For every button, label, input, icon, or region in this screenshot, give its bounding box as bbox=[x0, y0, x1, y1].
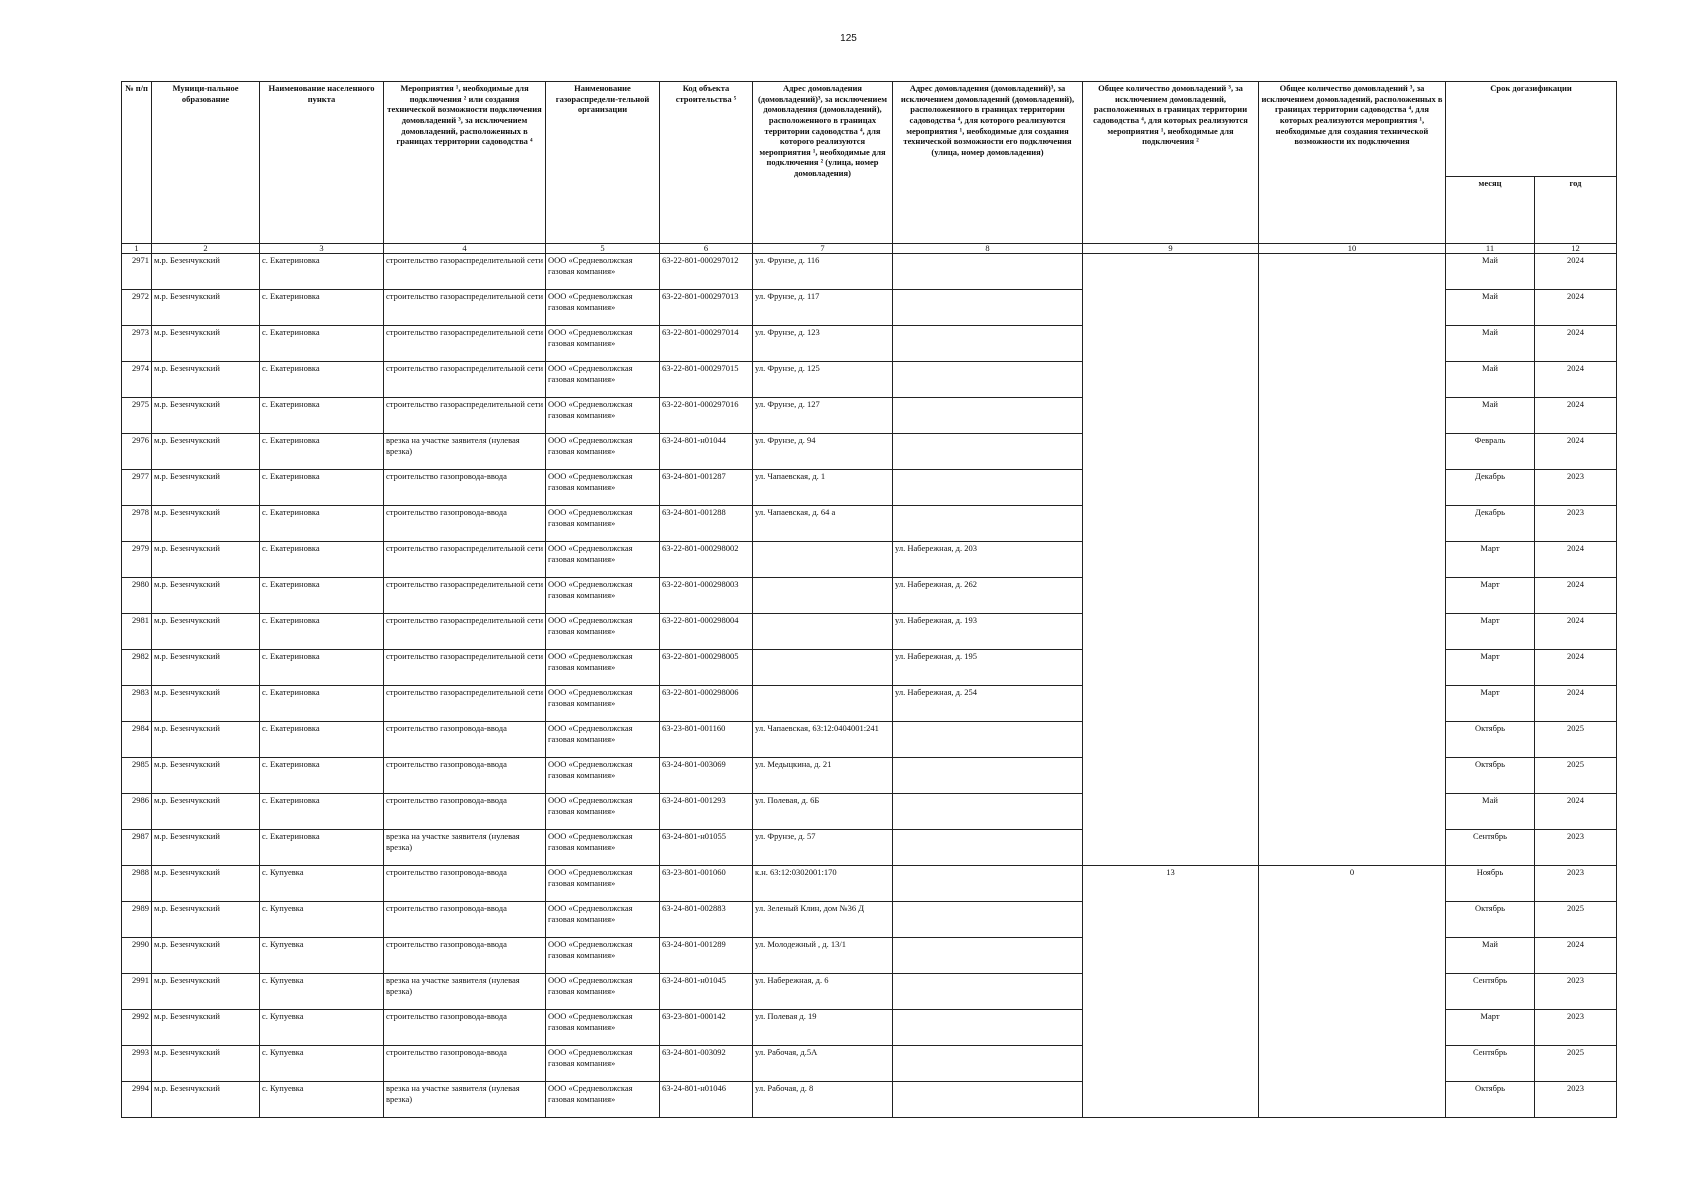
object-code-cell: 63-23-801-001160 bbox=[660, 722, 753, 758]
gas-org-cell: ООО «Средневолжская газовая компания» bbox=[546, 614, 660, 650]
object-code-cell: 63-22-801-000297016 bbox=[660, 398, 753, 434]
row-number: 2987 bbox=[122, 830, 152, 866]
measure-cell: строительство газопровода-ввода bbox=[384, 902, 546, 938]
settlement-cell: с. Екатериновка bbox=[260, 722, 384, 758]
year-cell: 2023 bbox=[1535, 1082, 1617, 1118]
year-cell: 2024 bbox=[1535, 614, 1617, 650]
municipality-cell: м.р. Безенчукский bbox=[152, 578, 260, 614]
gas-org-cell: ООО «Средневолжская газовая компания» bbox=[546, 866, 660, 902]
gas-org-cell: ООО «Средневолжская газовая компания» bbox=[546, 506, 660, 542]
column-number: 8 bbox=[893, 244, 1083, 254]
month-cell: Май bbox=[1446, 254, 1535, 290]
row-number: 2980 bbox=[122, 578, 152, 614]
address-tech-cell bbox=[893, 506, 1083, 542]
municipality-cell: м.р. Безенчукский bbox=[152, 938, 260, 974]
municipality-cell: м.р. Безенчукский bbox=[152, 434, 260, 470]
address-connection-cell: ул. Чапаевская, д. 1 bbox=[753, 470, 893, 506]
header-measures: Мероприятия ¹, необходимые для подключения ² или создания технической возможности подключения домовладений ³, за исключением домовладений, расположенных в границах территории садоводства ⁴ bbox=[384, 82, 546, 244]
address-connection-cell: ул. Полевая д. 19 bbox=[753, 1010, 893, 1046]
year-cell: 2024 bbox=[1535, 650, 1617, 686]
month-cell: Сентябрь bbox=[1446, 830, 1535, 866]
address-connection-cell bbox=[753, 542, 893, 578]
row-number: 2984 bbox=[122, 722, 152, 758]
municipality-cell: м.р. Безенчукский bbox=[152, 686, 260, 722]
year-cell: 2024 bbox=[1535, 542, 1617, 578]
gas-org-cell: ООО «Средневолжская газовая компания» bbox=[546, 1010, 660, 1046]
count-connection-cell bbox=[1083, 254, 1259, 866]
object-code-cell: 63-24-801-001287 bbox=[660, 470, 753, 506]
settlement-cell: с. Екатериновка bbox=[260, 470, 384, 506]
gas-org-cell: ООО «Средневолжская газовая компания» bbox=[546, 434, 660, 470]
measure-cell: врезка на участке заявителя (нулевая врезка) bbox=[384, 830, 546, 866]
address-tech-cell: ул. Набережная, д. 262 bbox=[893, 578, 1083, 614]
settlement-cell: с. Екатериновка bbox=[260, 686, 384, 722]
year-cell: 2024 bbox=[1535, 326, 1617, 362]
object-code-cell: 63-24-801-н01044 bbox=[660, 434, 753, 470]
address-tech-cell bbox=[893, 902, 1083, 938]
year-cell: 2023 bbox=[1535, 974, 1617, 1010]
header-municipality: Муници-пальное образование bbox=[152, 82, 260, 244]
year-cell: 2024 bbox=[1535, 578, 1617, 614]
row-number: 2972 bbox=[122, 290, 152, 326]
object-code-cell: 63-24-801-н01045 bbox=[660, 974, 753, 1010]
row-number: 2973 bbox=[122, 326, 152, 362]
row-number: 2993 bbox=[122, 1046, 152, 1082]
object-code-cell: 63-22-801-000297015 bbox=[660, 362, 753, 398]
month-cell: Декабрь bbox=[1446, 506, 1535, 542]
measure-cell: врезка на участке заявителя (нулевая врезка) bbox=[384, 974, 546, 1010]
column-number: 1 bbox=[122, 244, 152, 254]
address-connection-cell: ул. Фрунзе, д. 127 bbox=[753, 398, 893, 434]
object-code-cell: 63-24-801-001289 bbox=[660, 938, 753, 974]
settlement-cell: с. Екатериновка bbox=[260, 578, 384, 614]
settlement-cell: с. Екатериновка bbox=[260, 434, 384, 470]
settlement-cell: с. Екатериновка bbox=[260, 362, 384, 398]
header-settlement: Наименование населенного пункта bbox=[260, 82, 384, 244]
month-cell: Декабрь bbox=[1446, 470, 1535, 506]
month-cell: Сентябрь bbox=[1446, 974, 1535, 1010]
object-code-cell: 63-22-801-000298006 bbox=[660, 686, 753, 722]
month-cell: Октябрь bbox=[1446, 902, 1535, 938]
header-count-connection: Общее количество домовладений ³, за исключением домовладений, расположенных в границах территории садоводства ⁴, для которых реализуются мероприятия ¹, необходимые для подключения ² bbox=[1083, 82, 1259, 244]
address-connection-cell: ул. Молодежный , д. 13/1 bbox=[753, 938, 893, 974]
settlement-cell: с. Екатериновка bbox=[260, 830, 384, 866]
year-cell: 2024 bbox=[1535, 938, 1617, 974]
address-tech-cell bbox=[893, 470, 1083, 506]
header-count-tech: Общее количество домовладений ³, за исключением домовладений, расположенных в границах территории садоводства ⁴, для которых реализуются мероприятия ¹, необходимые для создания технической возможности их подключения bbox=[1259, 82, 1446, 244]
gas-org-cell: ООО «Средневолжская газовая компания» bbox=[546, 470, 660, 506]
municipality-cell: м.р. Безенчукский bbox=[152, 542, 260, 578]
address-tech-cell bbox=[893, 1082, 1083, 1118]
municipality-cell: м.р. Безенчукский bbox=[152, 902, 260, 938]
column-number: 10 bbox=[1259, 244, 1446, 254]
municipality-cell: м.р. Безенчукский bbox=[152, 398, 260, 434]
row-number: 2975 bbox=[122, 398, 152, 434]
object-code-cell: 63-23-801-000142 bbox=[660, 1010, 753, 1046]
year-cell: 2023 bbox=[1535, 830, 1617, 866]
row-number: 2986 bbox=[122, 794, 152, 830]
municipality-cell: м.р. Безенчукский bbox=[152, 614, 260, 650]
settlement-cell: с. Екатериновка bbox=[260, 398, 384, 434]
settlement-cell: с. Екатериновка bbox=[260, 290, 384, 326]
object-code-cell: 63-24-801-001293 bbox=[660, 794, 753, 830]
settlement-cell: с. Купуевка bbox=[260, 938, 384, 974]
header-address-tech: Адрес домовладения (домовладений)³, за исключением домовладений (домовладений), расположенного в границах территории садоводства ⁴, для которого реализуются мероприятия ¹, необходимые для создания технической возможности его подключения (улица, номер домовладения) bbox=[893, 82, 1083, 244]
gas-org-cell: ООО «Средневолжская газовая компания» bbox=[546, 362, 660, 398]
address-tech-cell: ул. Набережная, д. 254 bbox=[893, 686, 1083, 722]
header-month: месяц bbox=[1446, 177, 1535, 244]
row-number: 2989 bbox=[122, 902, 152, 938]
municipality-cell: м.р. Безенчукский bbox=[152, 254, 260, 290]
row-number: 2977 bbox=[122, 470, 152, 506]
count-tech-cell bbox=[1259, 254, 1446, 866]
gas-org-cell: ООО «Средневолжская газовая компания» bbox=[546, 902, 660, 938]
municipality-cell: м.р. Безенчукский bbox=[152, 326, 260, 362]
measure-cell: строительство газораспределительной сети bbox=[384, 290, 546, 326]
row-number: 2971 bbox=[122, 254, 152, 290]
row-number: 2988 bbox=[122, 866, 152, 902]
address-tech-cell bbox=[893, 362, 1083, 398]
row-number: 2991 bbox=[122, 974, 152, 1010]
settlement-cell: с. Екатериновка bbox=[260, 326, 384, 362]
table-row bbox=[122, 254, 1617, 290]
year-cell: 2024 bbox=[1535, 794, 1617, 830]
municipality-cell: м.р. Безенчукский bbox=[152, 1082, 260, 1118]
object-code-cell: 63-24-801-002883 bbox=[660, 902, 753, 938]
object-code-cell: 63-22-801-000298002 bbox=[660, 542, 753, 578]
municipality-cell: м.р. Безенчукский bbox=[152, 974, 260, 1010]
column-number: 12 bbox=[1535, 244, 1617, 254]
month-cell: Март bbox=[1446, 1010, 1535, 1046]
address-connection-cell bbox=[753, 686, 893, 722]
address-tech-cell bbox=[893, 1046, 1083, 1082]
row-number: 2992 bbox=[122, 1010, 152, 1046]
header-object-code: Код объекта строительства ⁵ bbox=[660, 82, 753, 244]
year-cell: 2025 bbox=[1535, 758, 1617, 794]
address-tech-cell bbox=[893, 974, 1083, 1010]
gas-org-cell: ООО «Средневолжская газовая компания» bbox=[546, 650, 660, 686]
municipality-cell: м.р. Безенчукский bbox=[152, 866, 260, 902]
gas-org-cell: ООО «Средневолжская газовая компания» bbox=[546, 542, 660, 578]
measure-cell: строительство газопровода-ввода bbox=[384, 866, 546, 902]
month-cell: Май bbox=[1446, 398, 1535, 434]
object-code-cell: 63-22-801-000297012 bbox=[660, 254, 753, 290]
measure-cell: врезка на участке заявителя (нулевая врезка) bbox=[384, 434, 546, 470]
municipality-cell: м.р. Безенчукский bbox=[152, 290, 260, 326]
object-code-cell: 63-24-801-003069 bbox=[660, 758, 753, 794]
gas-org-cell: ООО «Средневолжская газовая компания» bbox=[546, 398, 660, 434]
row-number: 2981 bbox=[122, 614, 152, 650]
year-cell: 2024 bbox=[1535, 686, 1617, 722]
address-connection-cell bbox=[753, 650, 893, 686]
address-connection-cell bbox=[753, 578, 893, 614]
gas-org-cell: ООО «Средневолжская газовая компания» bbox=[546, 578, 660, 614]
gasification-register-table bbox=[121, 81, 1617, 1118]
address-tech-cell bbox=[893, 398, 1083, 434]
measure-cell: строительство газораспределительной сети bbox=[384, 326, 546, 362]
column-number: 5 bbox=[546, 244, 660, 254]
municipality-cell: м.р. Безенчукский bbox=[152, 1046, 260, 1082]
row-number: 2983 bbox=[122, 686, 152, 722]
header-year: год bbox=[1535, 177, 1617, 244]
address-tech-cell: ул. Набережная, д. 193 bbox=[893, 614, 1083, 650]
address-tech-cell bbox=[893, 1010, 1083, 1046]
settlement-cell: с. Купуевка bbox=[260, 866, 384, 902]
year-cell: 2023 bbox=[1535, 506, 1617, 542]
gas-org-cell: ООО «Средневолжская газовая компания» bbox=[546, 290, 660, 326]
month-cell: Март bbox=[1446, 614, 1535, 650]
month-cell: Май bbox=[1446, 290, 1535, 326]
gas-org-cell: ООО «Средневолжская газовая компания» bbox=[546, 326, 660, 362]
header-address-connection: Адрес домовладения (домовладений)³, за исключением домовладения (домовладений), расположенного в границах территории садоводства ⁴, для которого реализуются мероприятия ¹, необходимые для подключения ² (улица, номер домовладения) bbox=[753, 82, 893, 244]
municipality-cell: м.р. Безенчукский bbox=[152, 470, 260, 506]
month-cell: Май bbox=[1446, 326, 1535, 362]
month-cell: Октябрь bbox=[1446, 1082, 1535, 1118]
municipality-cell: м.р. Безенчукский bbox=[152, 506, 260, 542]
table-body bbox=[122, 254, 1617, 1118]
count-connection-cell: 13 bbox=[1083, 866, 1259, 1118]
object-code-cell: 63-24-801-н01055 bbox=[660, 830, 753, 866]
month-cell: Май bbox=[1446, 362, 1535, 398]
measure-cell: строительство газораспределительной сети bbox=[384, 686, 546, 722]
month-cell: Март bbox=[1446, 686, 1535, 722]
measure-cell: строительство газораспределительной сети bbox=[384, 254, 546, 290]
gas-org-cell: ООО «Средневолжская газовая компания» bbox=[546, 254, 660, 290]
object-code-cell: 63-24-801-н01046 bbox=[660, 1082, 753, 1118]
object-code-cell: 63-22-801-000297013 bbox=[660, 290, 753, 326]
gas-org-cell: ООО «Средневолжская газовая компания» bbox=[546, 1082, 660, 1118]
year-cell: 2024 bbox=[1535, 290, 1617, 326]
year-cell: 2024 bbox=[1535, 434, 1617, 470]
month-cell: Май bbox=[1446, 794, 1535, 830]
object-code-cell: 63-24-801-001288 bbox=[660, 506, 753, 542]
measure-cell: строительство газопровода-ввода bbox=[384, 758, 546, 794]
row-number: 2978 bbox=[122, 506, 152, 542]
object-code-cell: 63-22-801-000298003 bbox=[660, 578, 753, 614]
count-tech-cell: 0 bbox=[1259, 866, 1446, 1118]
year-cell: 2023 bbox=[1535, 1010, 1617, 1046]
measure-cell: строительство газопровода-ввода bbox=[384, 1010, 546, 1046]
year-cell: 2023 bbox=[1535, 866, 1617, 902]
address-connection-cell: ул. Рабочая, д.5А bbox=[753, 1046, 893, 1082]
year-cell: 2025 bbox=[1535, 1046, 1617, 1082]
address-connection-cell: ул. Фрунзе, д. 57 bbox=[753, 830, 893, 866]
settlement-cell: с. Екатериновка bbox=[260, 614, 384, 650]
row-number: 2982 bbox=[122, 650, 152, 686]
address-tech-cell bbox=[893, 938, 1083, 974]
row-number: 2990 bbox=[122, 938, 152, 974]
measure-cell: врезка на участке заявителя (нулевая врезка) bbox=[384, 1082, 546, 1118]
gas-org-cell: ООО «Средневолжская газовая компания» bbox=[546, 722, 660, 758]
municipality-cell: м.р. Безенчукский bbox=[152, 362, 260, 398]
year-cell: 2024 bbox=[1535, 398, 1617, 434]
address-connection-cell: ул. Фрунзе, д. 125 bbox=[753, 362, 893, 398]
row-number: 2979 bbox=[122, 542, 152, 578]
address-connection-cell: ул. Чапаевская, 63:12:0404001:241 bbox=[753, 722, 893, 758]
address-connection-cell: ул. Чапаевская, д. 64 а bbox=[753, 506, 893, 542]
column-number: 11 bbox=[1446, 244, 1535, 254]
settlement-cell: с. Купуевка bbox=[260, 902, 384, 938]
address-tech-cell: ул. Набережная, д. 203 bbox=[893, 542, 1083, 578]
settlement-cell: с. Екатериновка bbox=[260, 254, 384, 290]
gas-org-cell: ООО «Средневолжская газовая компания» bbox=[546, 758, 660, 794]
measure-cell: строительство газопровода-ввода bbox=[384, 1046, 546, 1082]
column-number: 3 bbox=[260, 244, 384, 254]
measure-cell: строительство газопровода-ввода bbox=[384, 506, 546, 542]
page-number: 125 bbox=[840, 33, 857, 44]
address-tech-cell bbox=[893, 758, 1083, 794]
gas-org-cell: ООО «Средневолжская газовая компания» bbox=[546, 830, 660, 866]
object-code-cell: 63-24-801-003092 bbox=[660, 1046, 753, 1082]
measure-cell: строительство газопровода-ввода bbox=[384, 470, 546, 506]
settlement-cell: с. Екатериновка bbox=[260, 542, 384, 578]
object-code-cell: 63-22-801-000298004 bbox=[660, 614, 753, 650]
address-tech-cell bbox=[893, 830, 1083, 866]
measure-cell: строительство газораспределительной сети bbox=[384, 650, 546, 686]
settlement-cell: с. Купуевка bbox=[260, 1046, 384, 1082]
column-number: 4 bbox=[384, 244, 546, 254]
measure-cell: строительство газопровода-ввода bbox=[384, 794, 546, 830]
object-code-cell: 63-22-801-000297014 bbox=[660, 326, 753, 362]
year-cell: 2024 bbox=[1535, 362, 1617, 398]
month-cell: Март bbox=[1446, 578, 1535, 614]
municipality-cell: м.р. Безенчукский bbox=[152, 830, 260, 866]
address-connection-cell bbox=[753, 614, 893, 650]
municipality-cell: м.р. Безенчукский bbox=[152, 758, 260, 794]
gas-org-cell: ООО «Средневолжская газовая компания» bbox=[546, 974, 660, 1010]
measure-cell: строительство газораспределительной сети bbox=[384, 614, 546, 650]
address-tech-cell bbox=[893, 254, 1083, 290]
address-tech-cell: ул. Набережная, д. 195 bbox=[893, 650, 1083, 686]
municipality-cell: м.р. Безенчукский bbox=[152, 722, 260, 758]
year-cell: 2024 bbox=[1535, 254, 1617, 290]
address-connection-cell: ул. Медыцкина, д. 21 bbox=[753, 758, 893, 794]
gas-org-cell: ООО «Средневолжская газовая компания» bbox=[546, 686, 660, 722]
gas-org-cell: ООО «Средневолжская газовая компания» bbox=[546, 794, 660, 830]
year-cell: 2025 bbox=[1535, 902, 1617, 938]
gas-org-cell: ООО «Средневолжская газовая компания» bbox=[546, 1046, 660, 1082]
address-connection-cell: ул. Фрунзе, д. 123 bbox=[753, 326, 893, 362]
row-number: 2985 bbox=[122, 758, 152, 794]
measure-cell: строительство газораспределительной сети bbox=[384, 362, 546, 398]
object-code-cell: 63-22-801-000298005 bbox=[660, 650, 753, 686]
municipality-cell: м.р. Безенчукский bbox=[152, 650, 260, 686]
column-number: 2 bbox=[152, 244, 260, 254]
address-connection-cell: ул. Зеленый Клин, дом №36 Д bbox=[753, 902, 893, 938]
year-cell: 2025 bbox=[1535, 722, 1617, 758]
address-connection-cell: к.н. 63:12:0302001:170 bbox=[753, 866, 893, 902]
header-gas-org: Наименование газораспредели-тельной организации bbox=[546, 82, 660, 244]
municipality-cell: м.р. Безенчукский bbox=[152, 794, 260, 830]
address-tech-cell bbox=[893, 722, 1083, 758]
month-cell: Октябрь bbox=[1446, 758, 1535, 794]
header-deadline: Срок догазификации bbox=[1446, 82, 1617, 177]
municipality-cell: м.р. Безенчукский bbox=[152, 1010, 260, 1046]
month-cell: Октябрь bbox=[1446, 722, 1535, 758]
month-cell: Май bbox=[1446, 938, 1535, 974]
settlement-cell: с. Екатериновка bbox=[260, 650, 384, 686]
settlement-cell: с. Купуевка bbox=[260, 1082, 384, 1118]
row-number: 2994 bbox=[122, 1082, 152, 1118]
month-cell: Март bbox=[1446, 542, 1535, 578]
column-number: 7 bbox=[753, 244, 893, 254]
measure-cell: строительство газопровода-ввода bbox=[384, 722, 546, 758]
gas-org-cell: ООО «Средневолжская газовая компания» bbox=[546, 938, 660, 974]
month-cell: Ноябрь bbox=[1446, 866, 1535, 902]
measure-cell: строительство газораспределительной сети bbox=[384, 398, 546, 434]
address-tech-cell bbox=[893, 866, 1083, 902]
address-tech-cell bbox=[893, 326, 1083, 362]
address-connection-cell: ул. Фрунзе, д. 94 bbox=[753, 434, 893, 470]
measure-cell: строительство газораспределительной сети bbox=[384, 542, 546, 578]
address-tech-cell bbox=[893, 794, 1083, 830]
table-row bbox=[122, 866, 1617, 902]
measure-cell: строительство газопровода-ввода bbox=[384, 938, 546, 974]
settlement-cell: с. Екатериновка bbox=[260, 758, 384, 794]
settlement-cell: с. Екатериновка bbox=[260, 506, 384, 542]
column-number: 9 bbox=[1083, 244, 1259, 254]
year-cell: 2023 bbox=[1535, 470, 1617, 506]
address-tech-cell bbox=[893, 290, 1083, 326]
column-number-row bbox=[122, 244, 1617, 254]
address-connection-cell: ул. Полевая, д. 6Б bbox=[753, 794, 893, 830]
object-code-cell: 63-23-801-001060 bbox=[660, 866, 753, 902]
address-tech-cell bbox=[893, 434, 1083, 470]
month-cell: Март bbox=[1446, 650, 1535, 686]
column-number: 6 bbox=[660, 244, 753, 254]
header-row-number: № п/п bbox=[122, 82, 152, 244]
address-connection-cell: ул. Рабочая, д. 8 bbox=[753, 1082, 893, 1118]
address-connection-cell: ул. Набережная, д. 6 bbox=[753, 974, 893, 1010]
measure-cell: строительство газораспределительной сети bbox=[384, 578, 546, 614]
address-connection-cell: ул. Фрунзе, д. 117 bbox=[753, 290, 893, 326]
month-cell: Февраль bbox=[1446, 434, 1535, 470]
row-number: 2976 bbox=[122, 434, 152, 470]
row-number: 2974 bbox=[122, 362, 152, 398]
settlement-cell: с. Купуевка bbox=[260, 974, 384, 1010]
settlement-cell: с. Екатериновка bbox=[260, 794, 384, 830]
address-connection-cell: ул. Фрунзе, д. 116 bbox=[753, 254, 893, 290]
settlement-cell: с. Купуевка bbox=[260, 1010, 384, 1046]
month-cell: Сентябрь bbox=[1446, 1046, 1535, 1082]
